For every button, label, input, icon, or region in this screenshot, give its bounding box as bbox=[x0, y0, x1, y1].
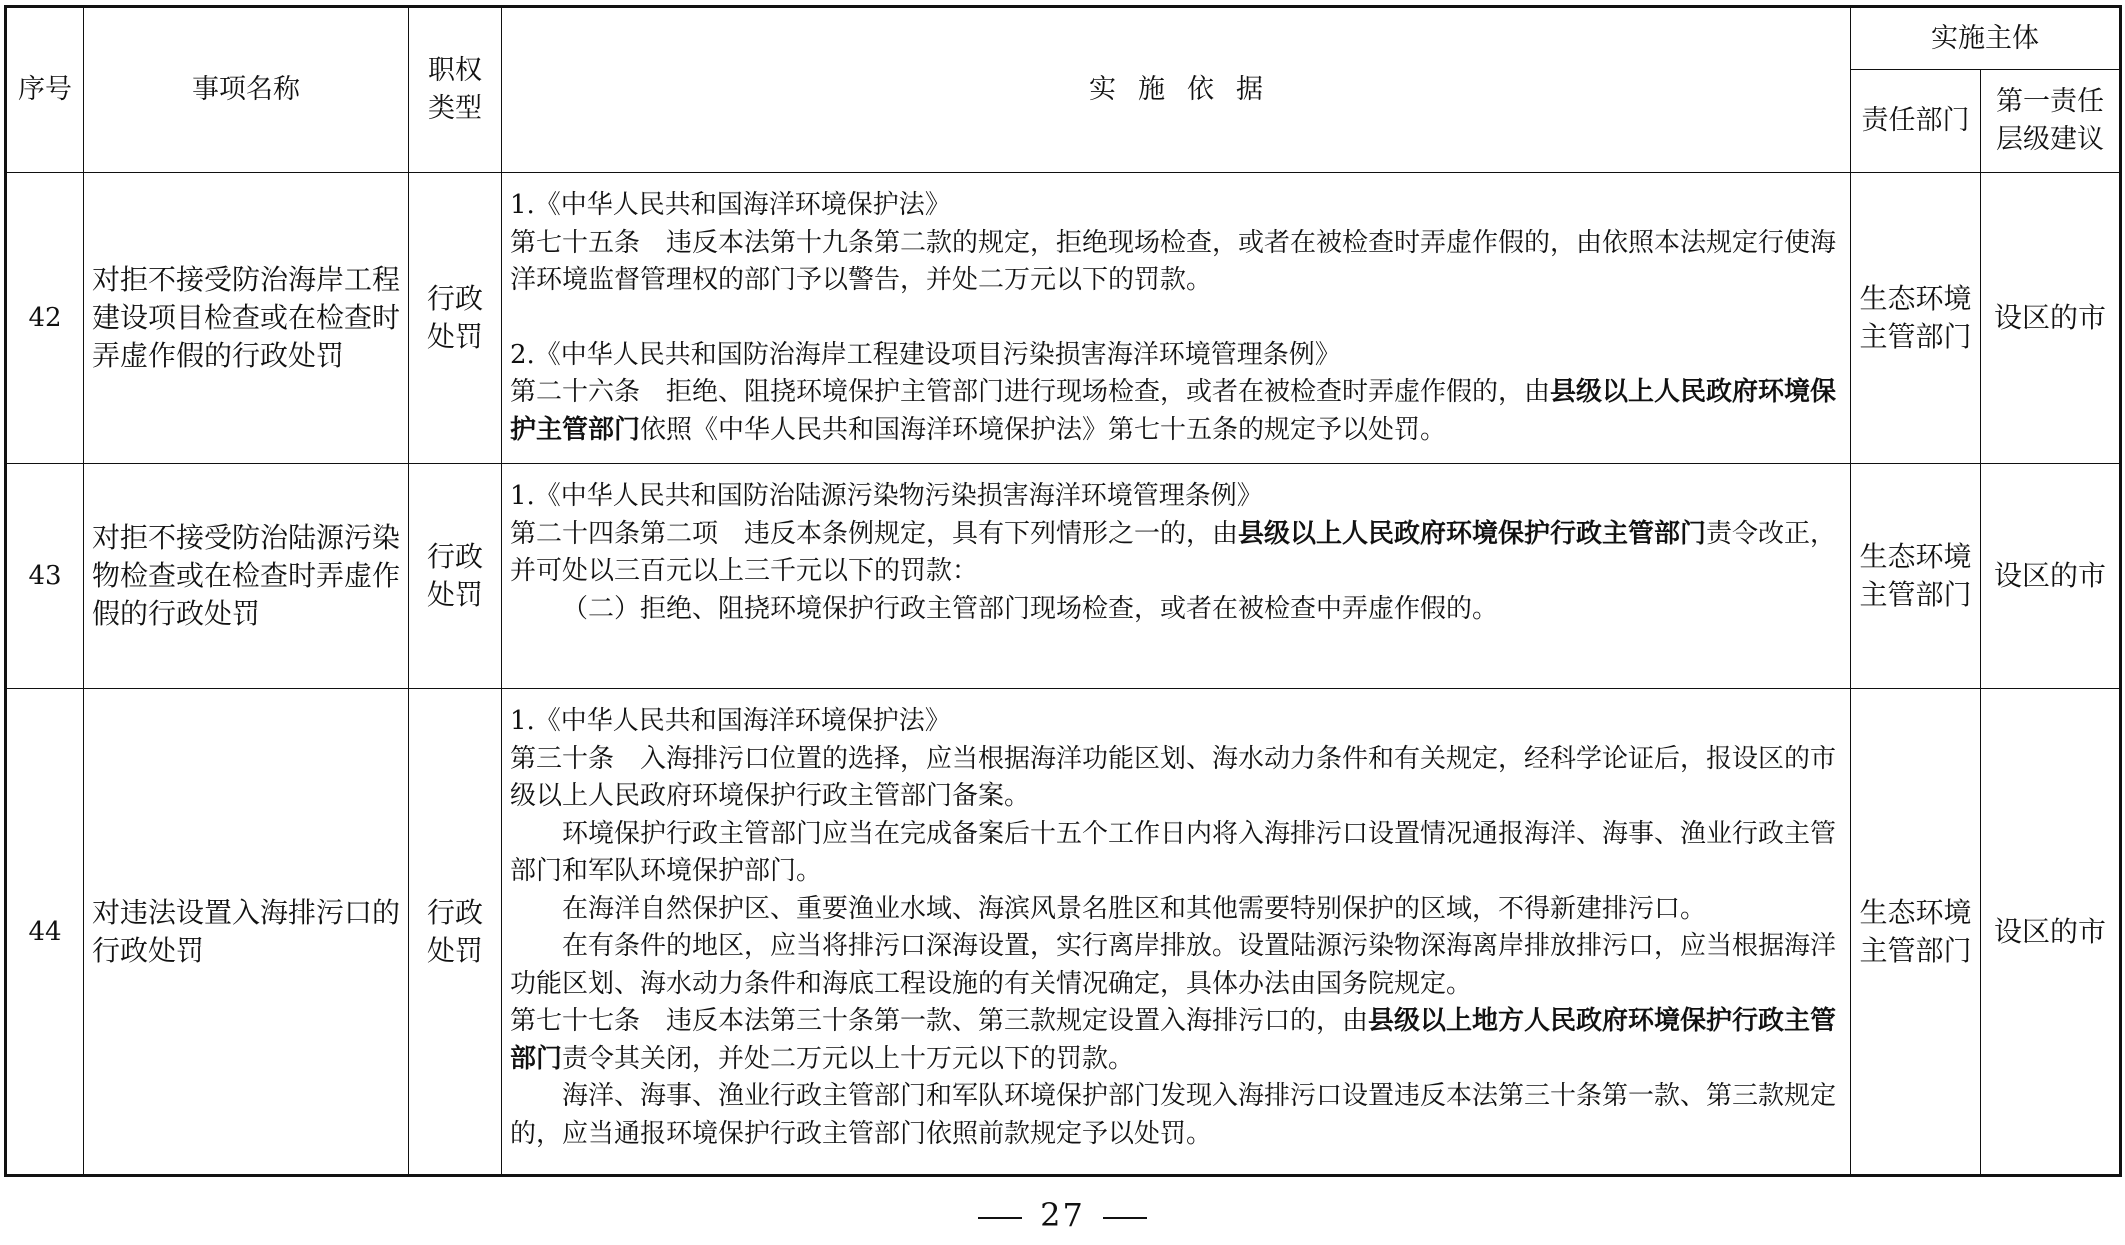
row-dept-line1: 生态环境 bbox=[1859, 282, 1972, 315]
row-type bbox=[409, 689, 502, 1176]
row-type-line2: 处罚 bbox=[426, 578, 483, 611]
basis-bold-authority: 县级以上地方人民政府环境保护行政主管部门 bbox=[510, 1006, 1837, 1074]
header-row-1 bbox=[6, 7, 2121, 70]
footer-dash-left bbox=[978, 1217, 1022, 1219]
basis-law-title: 1.《中华人民共和国海洋环境保护法》 bbox=[510, 706, 951, 736]
row-level: 设区的市 bbox=[1981, 689, 2121, 1176]
row-basis bbox=[502, 689, 1851, 1176]
row-type-line2: 处罚 bbox=[426, 320, 483, 353]
row-type-line1: 行政 bbox=[426, 282, 483, 315]
row-basis bbox=[502, 464, 1851, 689]
row-type-line1: 行政 bbox=[426, 895, 483, 929]
basis-bold-authority: 县级以上人民政府环境保护主管部门 bbox=[510, 377, 1837, 445]
basis-clause: （二）拒绝、阻挠环境保护行政主管部门现场检查，或者在被检查中弄虚作假的。 bbox=[562, 593, 1499, 624]
basis-text: 第二十四条第二项 违反本条例规定，具有下列情形之一的，由 bbox=[510, 518, 1239, 549]
row-type-line2: 处罚 bbox=[426, 933, 483, 967]
basis-law-title: 1.《中华人民共和国海洋环境保护法》 bbox=[510, 190, 951, 220]
basis-law-title: 2.《中华人民共和国防治海岸工程建设项目污染损害海洋环境管理条例》 bbox=[510, 339, 1341, 370]
row-seq: 42 bbox=[6, 173, 84, 464]
basis-text: 第七十七条 违反本法第三十条第一款、第三款规定设置入海排污口的，由 bbox=[510, 1006, 1369, 1036]
header-seq: 序号 bbox=[6, 7, 84, 173]
items-table bbox=[4, 5, 2122, 1177]
basis-text: 第二十六条 拒绝、阻挠环境保护主管部门进行现场检查，或者在被检查时弄虚作假的，由 bbox=[510, 377, 1551, 407]
row-dept-line1: 生态环境 bbox=[1859, 895, 1972, 929]
basis-law-title: 1.《中华人民共和国防治陆源污染物污染损害海洋环境管理条例》 bbox=[510, 481, 1263, 511]
header-level-line1: 第一责任 bbox=[1996, 86, 2104, 117]
row-seq: 43 bbox=[6, 464, 84, 689]
row-dept bbox=[1851, 173, 1981, 464]
header-basis-label: 实施依据 bbox=[1089, 74, 1285, 105]
row-dept-line2: 主管部门 bbox=[1859, 320, 1972, 353]
basis-article: 第三十条 入海排污口位置的选择，应当根据海洋功能区划、海水动力条件和有关规定，经科学论证后，报设区的市级以上人民政府环境保护行政主管部门备案。 bbox=[510, 743, 1837, 811]
basis-paragraph: 环境保护行政主管部门应当在完成备案后十五个工作日内将入海排污口设置情况通报海洋、海事、渔业行政主管部门和军队环境保护部门。 bbox=[510, 818, 1837, 886]
basis-bold-authority: 县级以上人民政府环境保护行政主管部门 bbox=[1238, 518, 1707, 549]
row-level: 设区的市 bbox=[1981, 173, 2121, 464]
row-item-name: 对拒不接受防治海岸工程建设项目检查或在检查时弄虚作假的行政处罚 bbox=[84, 173, 409, 464]
row-type-line1: 行政 bbox=[426, 540, 483, 573]
basis-paragraph: 在海洋自然保护区、重要渔业水域、海滨风景名胜区和其他需要特别保护的区域，不得新建排污口。 bbox=[562, 893, 1707, 924]
row-level: 设区的市 bbox=[1981, 464, 2121, 689]
basis-article: 第七十五条 违反本法第十九条第二款的规定，拒绝现场检查，或者在被检查时弄虚作假的，由依照本法规定行使海洋环境监督管理权的部门予以警告，并处二万元以下的罚款。 bbox=[510, 227, 1837, 295]
page-number: 27 bbox=[1040, 1196, 1085, 1234]
basis-article bbox=[510, 516, 1844, 591]
basis-text: 责令其关闭，并处二万元以上十万元以下的罚款。 bbox=[562, 1043, 1135, 1074]
row-dept-line2: 主管部门 bbox=[1859, 578, 1972, 611]
table-row bbox=[6, 173, 2121, 464]
row-basis bbox=[502, 173, 1851, 464]
row-dept bbox=[1851, 464, 1981, 689]
table-row bbox=[6, 464, 2121, 689]
row-type bbox=[409, 173, 502, 464]
header-dept: 责任部门 bbox=[1851, 70, 1981, 173]
basis-text: 依照《中华人民共和国海洋环境保护法》第七十五条的规定予以处罚。 bbox=[640, 414, 1447, 445]
row-dept-line1: 生态环境 bbox=[1859, 540, 1972, 573]
row-dept-line2: 主管部门 bbox=[1859, 933, 1972, 967]
row-dept bbox=[1851, 689, 1981, 1176]
table-row bbox=[6, 689, 2121, 1176]
header-type-line2: 类型 bbox=[428, 93, 482, 124]
row-item-name: 对拒不接受防治陆源污染物检查或在检查时弄虚作假的行政处罚 bbox=[84, 464, 409, 689]
basis-article bbox=[510, 374, 1844, 449]
basis-article bbox=[510, 1003, 1844, 1078]
header-type-line1: 职权 bbox=[428, 55, 482, 86]
header-type bbox=[409, 7, 502, 173]
header-level bbox=[1981, 70, 2121, 173]
row-type bbox=[409, 464, 502, 689]
row-seq: 44 bbox=[6, 689, 84, 1176]
document-sheet bbox=[4, 5, 2119, 1177]
page-footer bbox=[0, 1196, 2125, 1234]
row-item-name: 对违法设置入海排污口的行政处罚 bbox=[84, 689, 409, 1176]
basis-paragraph: 在有条件的地区，应当将排污口深海设置，实行离岸排放。设置陆源污染物深海离岸排放排污口，应当根据海洋功能区划、海水动力条件和海底工程设施的有关情况确定，具体办法由国务院规定。 bbox=[510, 931, 1837, 999]
header-name: 事项名称 bbox=[84, 7, 409, 173]
basis-text: 责令改正，并可处以三百元以上三千元以下的罚款： bbox=[510, 518, 1837, 586]
header-level-line2: 层级建议 bbox=[1996, 124, 2104, 155]
footer-dash-right bbox=[1103, 1217, 1147, 1219]
header-basis bbox=[502, 7, 1851, 173]
header-body: 实施主体 bbox=[1851, 7, 2121, 70]
basis-paragraph: 海洋、海事、渔业行政主管部门和军队环境保护部门发现入海排污口设置违反本法第三十条第一款、第三款规定的，应当通报环境保护行政主管部门依照前款规定予以处罚。 bbox=[510, 1081, 1837, 1149]
